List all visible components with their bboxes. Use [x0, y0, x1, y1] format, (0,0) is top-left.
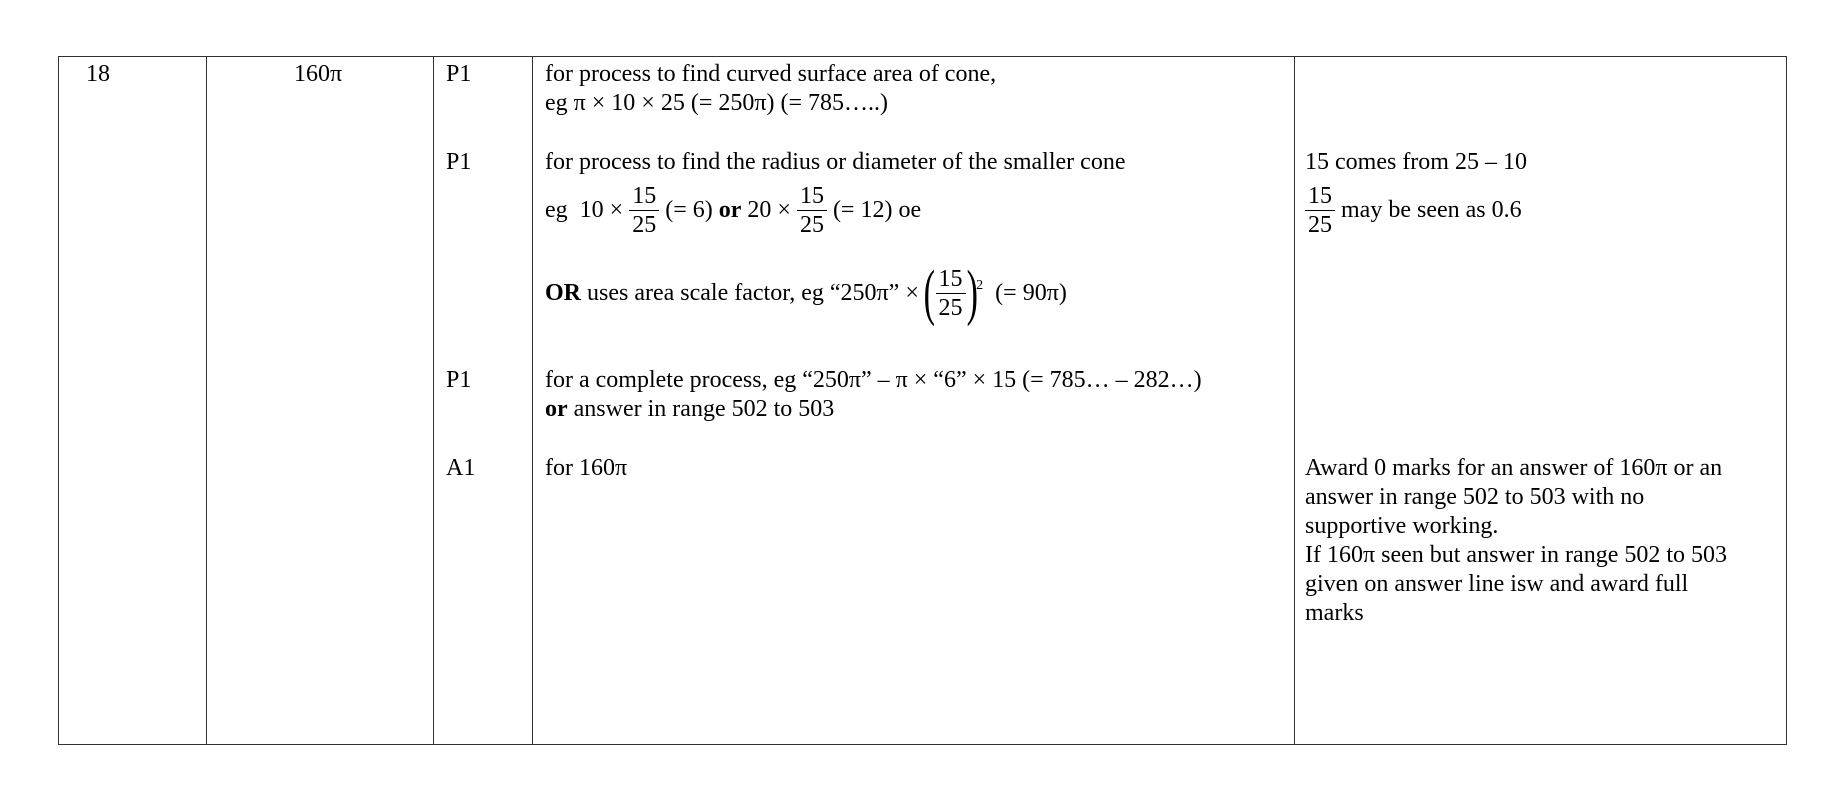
guidance-note: 15 comes from 25 – 10: [1305, 149, 1527, 175]
guidance-note: answer in range 502 to 503 with no: [1305, 484, 1645, 510]
column-divider: [532, 57, 533, 744]
fraction: [629, 182, 659, 239]
fraction-numerator: 15: [936, 265, 966, 294]
answer-value: 160π: [294, 61, 343, 87]
eg-expression: 20 ×: [747, 196, 791, 223]
left-parenthesis: (: [923, 259, 935, 327]
guidance-note: If 160π seen but answer in range 502 to 503: [1305, 542, 1728, 568]
guidance-note-text: may be seen as 0.6: [1341, 196, 1522, 223]
fraction-numerator: 15: [1305, 182, 1335, 211]
mark-example: eg π × 10 × 25 (= 250π) (= 785…..): [545, 90, 888, 116]
fraction-numerator: 15: [797, 182, 827, 211]
column-divider: [1294, 57, 1295, 744]
mark-description: for process to find the radius or diameter of the smaller cone: [545, 149, 1126, 175]
mark-code: A1: [446, 455, 476, 481]
exponent: 2: [976, 277, 984, 293]
eg-result: (= 6): [665, 196, 713, 223]
or-keyword: OR: [545, 279, 581, 306]
or-keyword: or: [718, 196, 742, 223]
column-divider: [433, 57, 434, 744]
alternative-result: (= 90π): [995, 279, 1067, 306]
fraction-numerator: 15: [629, 182, 659, 211]
fraction-denominator: 25: [799, 211, 824, 238]
fraction-denominator: 25: [1308, 211, 1332, 238]
alternative-method: [545, 255, 1067, 331]
eg-label: eg: [545, 196, 568, 223]
mark-code: P1: [446, 367, 472, 393]
guidance-note: supportive working.: [1305, 513, 1499, 539]
mark-example-fractions: [545, 178, 921, 242]
eg-expression: 10 ×: [579, 196, 624, 223]
mark-alternative-text: answer in range 502 to 503: [573, 396, 835, 422]
eg-result: (= 12) oe: [832, 196, 922, 223]
guidance-note: marks: [1305, 600, 1364, 626]
fraction: [936, 265, 966, 322]
fraction-denominator: 25: [938, 294, 963, 321]
guidance-note-fraction: [1305, 178, 1522, 242]
mark-description: for process to find curved surface area of cone,: [545, 61, 997, 87]
mark-description: for a complete process, eg “250π” – π × “6” × 15 (= 785… – 282…): [545, 367, 1202, 393]
mark-code: P1: [446, 149, 472, 175]
fraction-denominator: 25: [632, 211, 657, 238]
question-number: 18: [86, 61, 110, 87]
mark-alternative: [545, 395, 834, 424]
guidance-note: given on answer line isw and award full: [1305, 571, 1689, 597]
right-parenthesis: ): [966, 259, 978, 327]
fraction: [797, 182, 827, 239]
alternative-text: uses area scale factor, eg “250π” ×: [587, 279, 919, 306]
fraction: [1305, 182, 1335, 239]
mark-code: P1: [446, 61, 472, 87]
column-divider: [206, 57, 207, 744]
guidance-note: Award 0 marks for an answer of 160π or an: [1305, 455, 1723, 481]
mark-description: for 160π: [545, 455, 628, 481]
or-keyword: or: [545, 396, 568, 422]
